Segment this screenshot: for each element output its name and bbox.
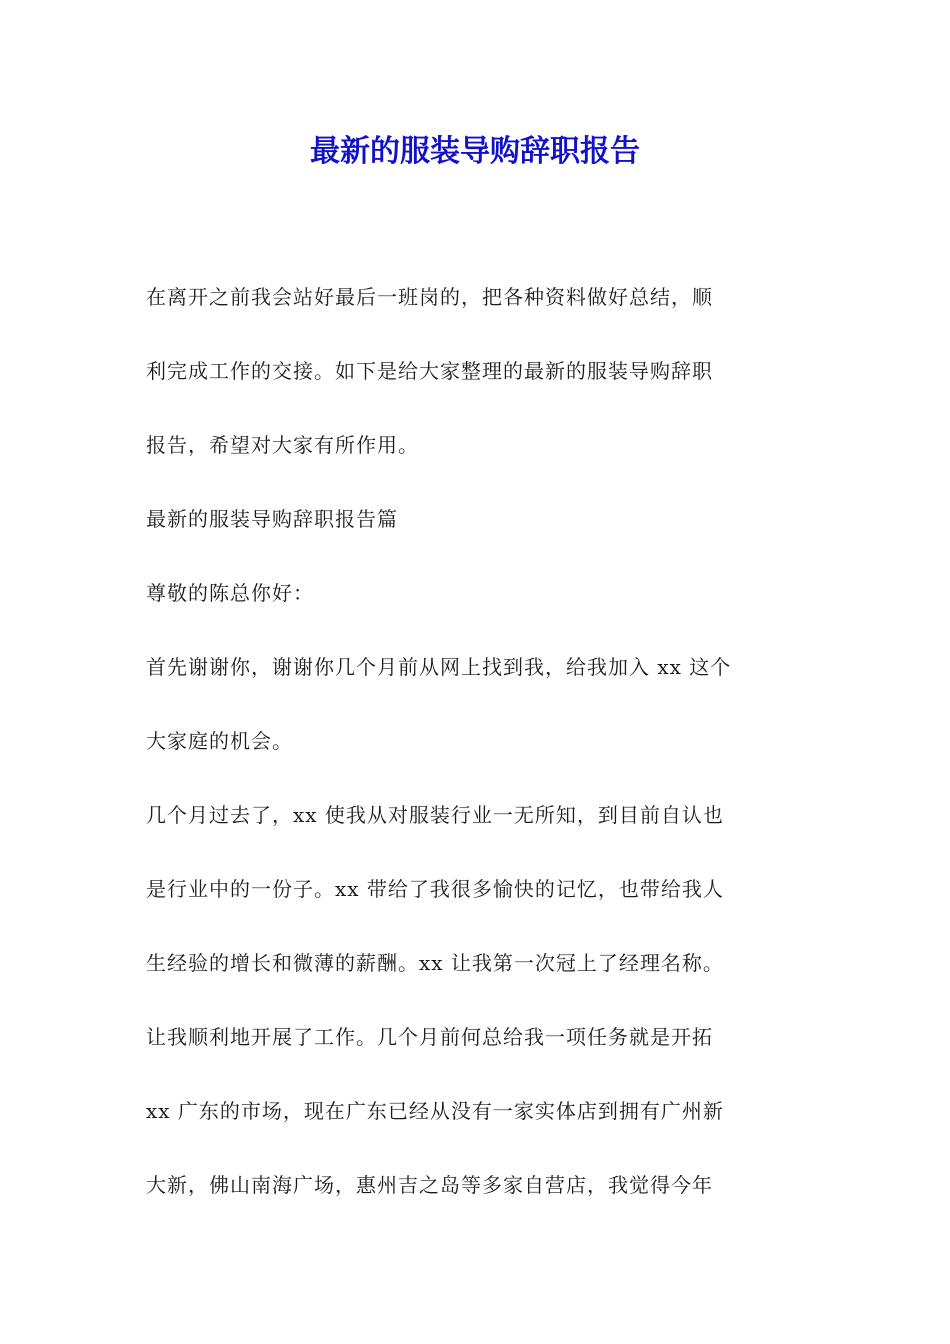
paragraph-salutation: 尊敬的陈总你好： — [146, 581, 314, 605]
document-body — [146, 260, 806, 1222]
document-title: 最新的服装导购辞职报告 — [310, 134, 640, 169]
paragraph-experience: 几个月过去了，xx 使我从对服装行业一无所知，到目前自认也 是行业中的一份子。xx 带给了我很多愉快的记忆，也带给我人 生经验的增长和微薄的薪酬。xx 让我第一次冠上了经理名称。 让我顺利地开展了工作。几个月前何总给我一项任务就是开拓 xx 广东的市场，现在广东已经从没有一家实体店到拥有广州新 大新，佛山南海广场，惠州吉之岛等多家自营店，我觉得今年 — [146, 803, 724, 1197]
paragraph-section-heading: 最新的服装导购辞职报告篇 — [146, 507, 398, 531]
paragraph-intro: 在离开之前我会站好最后一班岗的，把各种资料做好总结，顺 利完成工作的交接。如下是给大家整理的最新的服装导购辞职 报告，希望对大家有所作用。 — [146, 285, 713, 457]
paragraph-thanks: 首先谢谢你，谢谢你几个月前从网上找到我，给我加入 xx 这个 大家庭的机会。 — [146, 655, 732, 753]
